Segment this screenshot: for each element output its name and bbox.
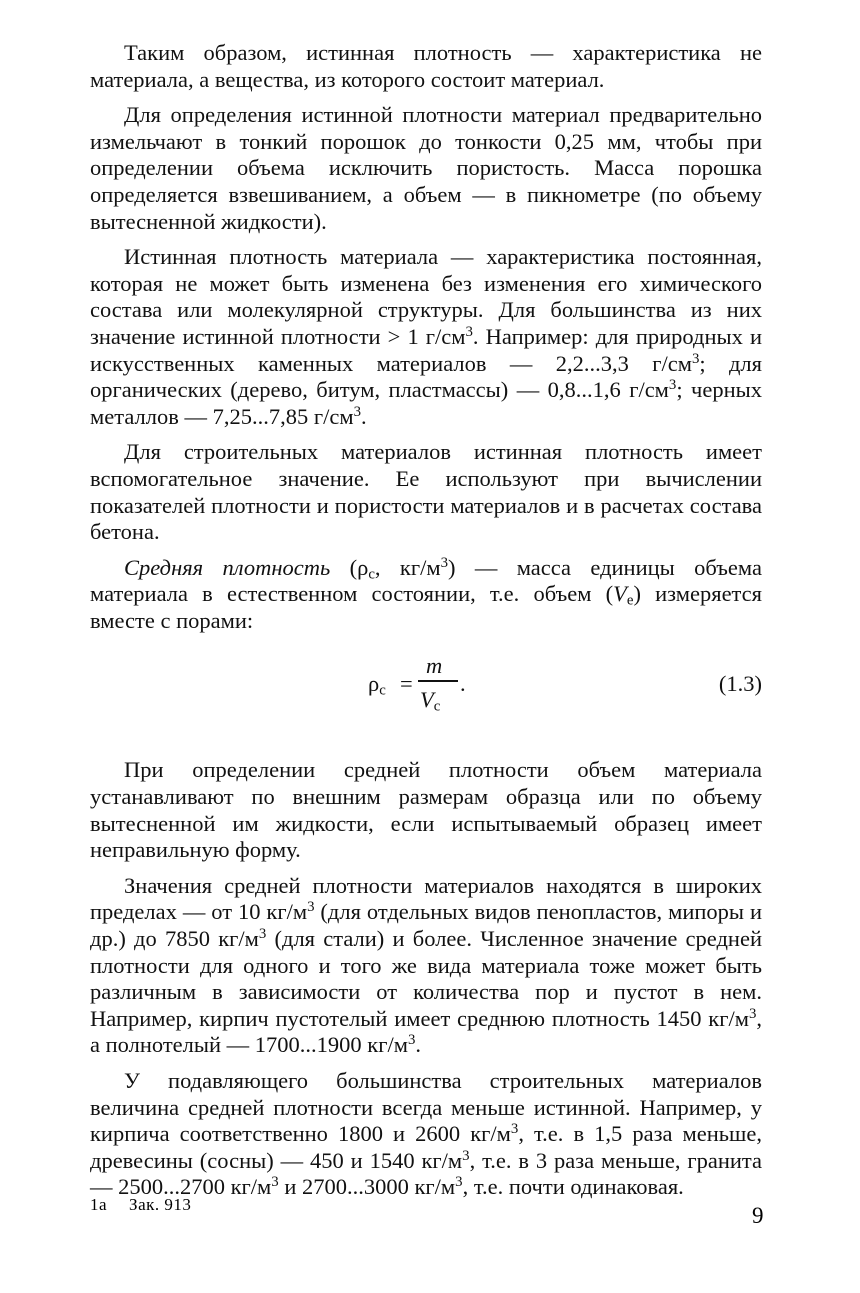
paragraph-1: Таким образом, истинная плотность — характеристика не материала, а вещества, из которого состоит материал. (90, 40, 762, 92)
fraction-bar (418, 680, 458, 682)
signature-mark: 1a (90, 1195, 108, 1214)
page-number: 9 (752, 1203, 764, 1228)
paragraph-8: У подавляющего большинства строительных материалов величина средней плотности всегда меньше истинной. Например, у кирпича соответственно 1800 и 2600 $кг/м^3$, т.е. в 1,5 раза меньше, древесины (сосны) — 450 и 1540 $кг/м^3$, т.е. в 3 раза меньше, гранита — 2500...2700 $кг/м^3$ и 2700...3000 $кг/м^3$, т.е. почти одинаковая. (90, 1068, 763, 1200)
printer-signature (90, 1195, 191, 1215)
page-body (90, 40, 762, 1201)
paragraph-5: Средняя плотность ($\rho_c$, $кг/м^3$) — масса единицы объема материала в естественном состоянии, т.е. объем $(V_e)$ измеряется вместе с порами: (90, 554, 762, 633)
paragraph-3: Истинная плотность материала — характеристика постоянная, которая не может быть изменена без изменения его химического состава или молекулярной структуры. Для большинства из них значение истинной плотности > 1 $г/см^3$. Например: для природных и искусственных каменных материалов — 2,2...3,3 $г/см^3$; для органических (дерево, битум, пластмассы) — 0,8...1,6 $г/см^3$; черных металлов — 7,25...7,85 $г/см^3$. (90, 244, 763, 429)
formula-expression (368, 649, 478, 729)
formula-denominator: $V_c$ (420, 687, 441, 716)
equation-number: (1.3) (718, 671, 762, 697)
paragraph-4: Для строительных материалов истинная плотность имеет вспомогательное значение. Ее используют при вычислении показателей плотности и пористости материалов и в расчетах состава бетона. (90, 439, 762, 545)
formula-1-3 (90, 643, 762, 743)
paragraph-2: Для определения истинной плотности материал предварительно измельчают в тонкий порошок до тонкости 0,25 мм, чтобы при определении объема исключить пористость. Масса порошка определяется взвешиванием, а объем — в пикнометре (по объему вытесненной жидкости). (90, 102, 762, 234)
paragraph-7: Значения средней плотности материалов находятся в широких пределах — от 10 $кг/м^3$ (для отдельных видов пенопластов, мипоры и др.) до 7850 $кг/м^3$ (для стали) и более. Численное значение средней плотности для одного и того же вида материала тоже может быть различным в зависимости от количества пор и пустот в нем. Например, кирпич пустотелый имеет среднюю плотность 1450 $кг/м^3$, а полнотелый — 1700...1900 $кг/м^3$. (90, 872, 762, 1058)
paragraph-6: При определении средней плотности объем материала устанавливают по внешним размерам образца или по объему вытесненной им жидкости, если испытываемый образец имеет неправильную форму. (90, 757, 762, 863)
term-average-density: Средняя плотность (124, 554, 331, 580)
formula-lhs: $\rho_c$ (368, 671, 386, 700)
formula-period: . (460, 671, 466, 697)
formula-numerator: m (426, 653, 443, 679)
order-number: Зак. 913 (129, 1195, 192, 1214)
formula-equals: = (400, 671, 413, 697)
